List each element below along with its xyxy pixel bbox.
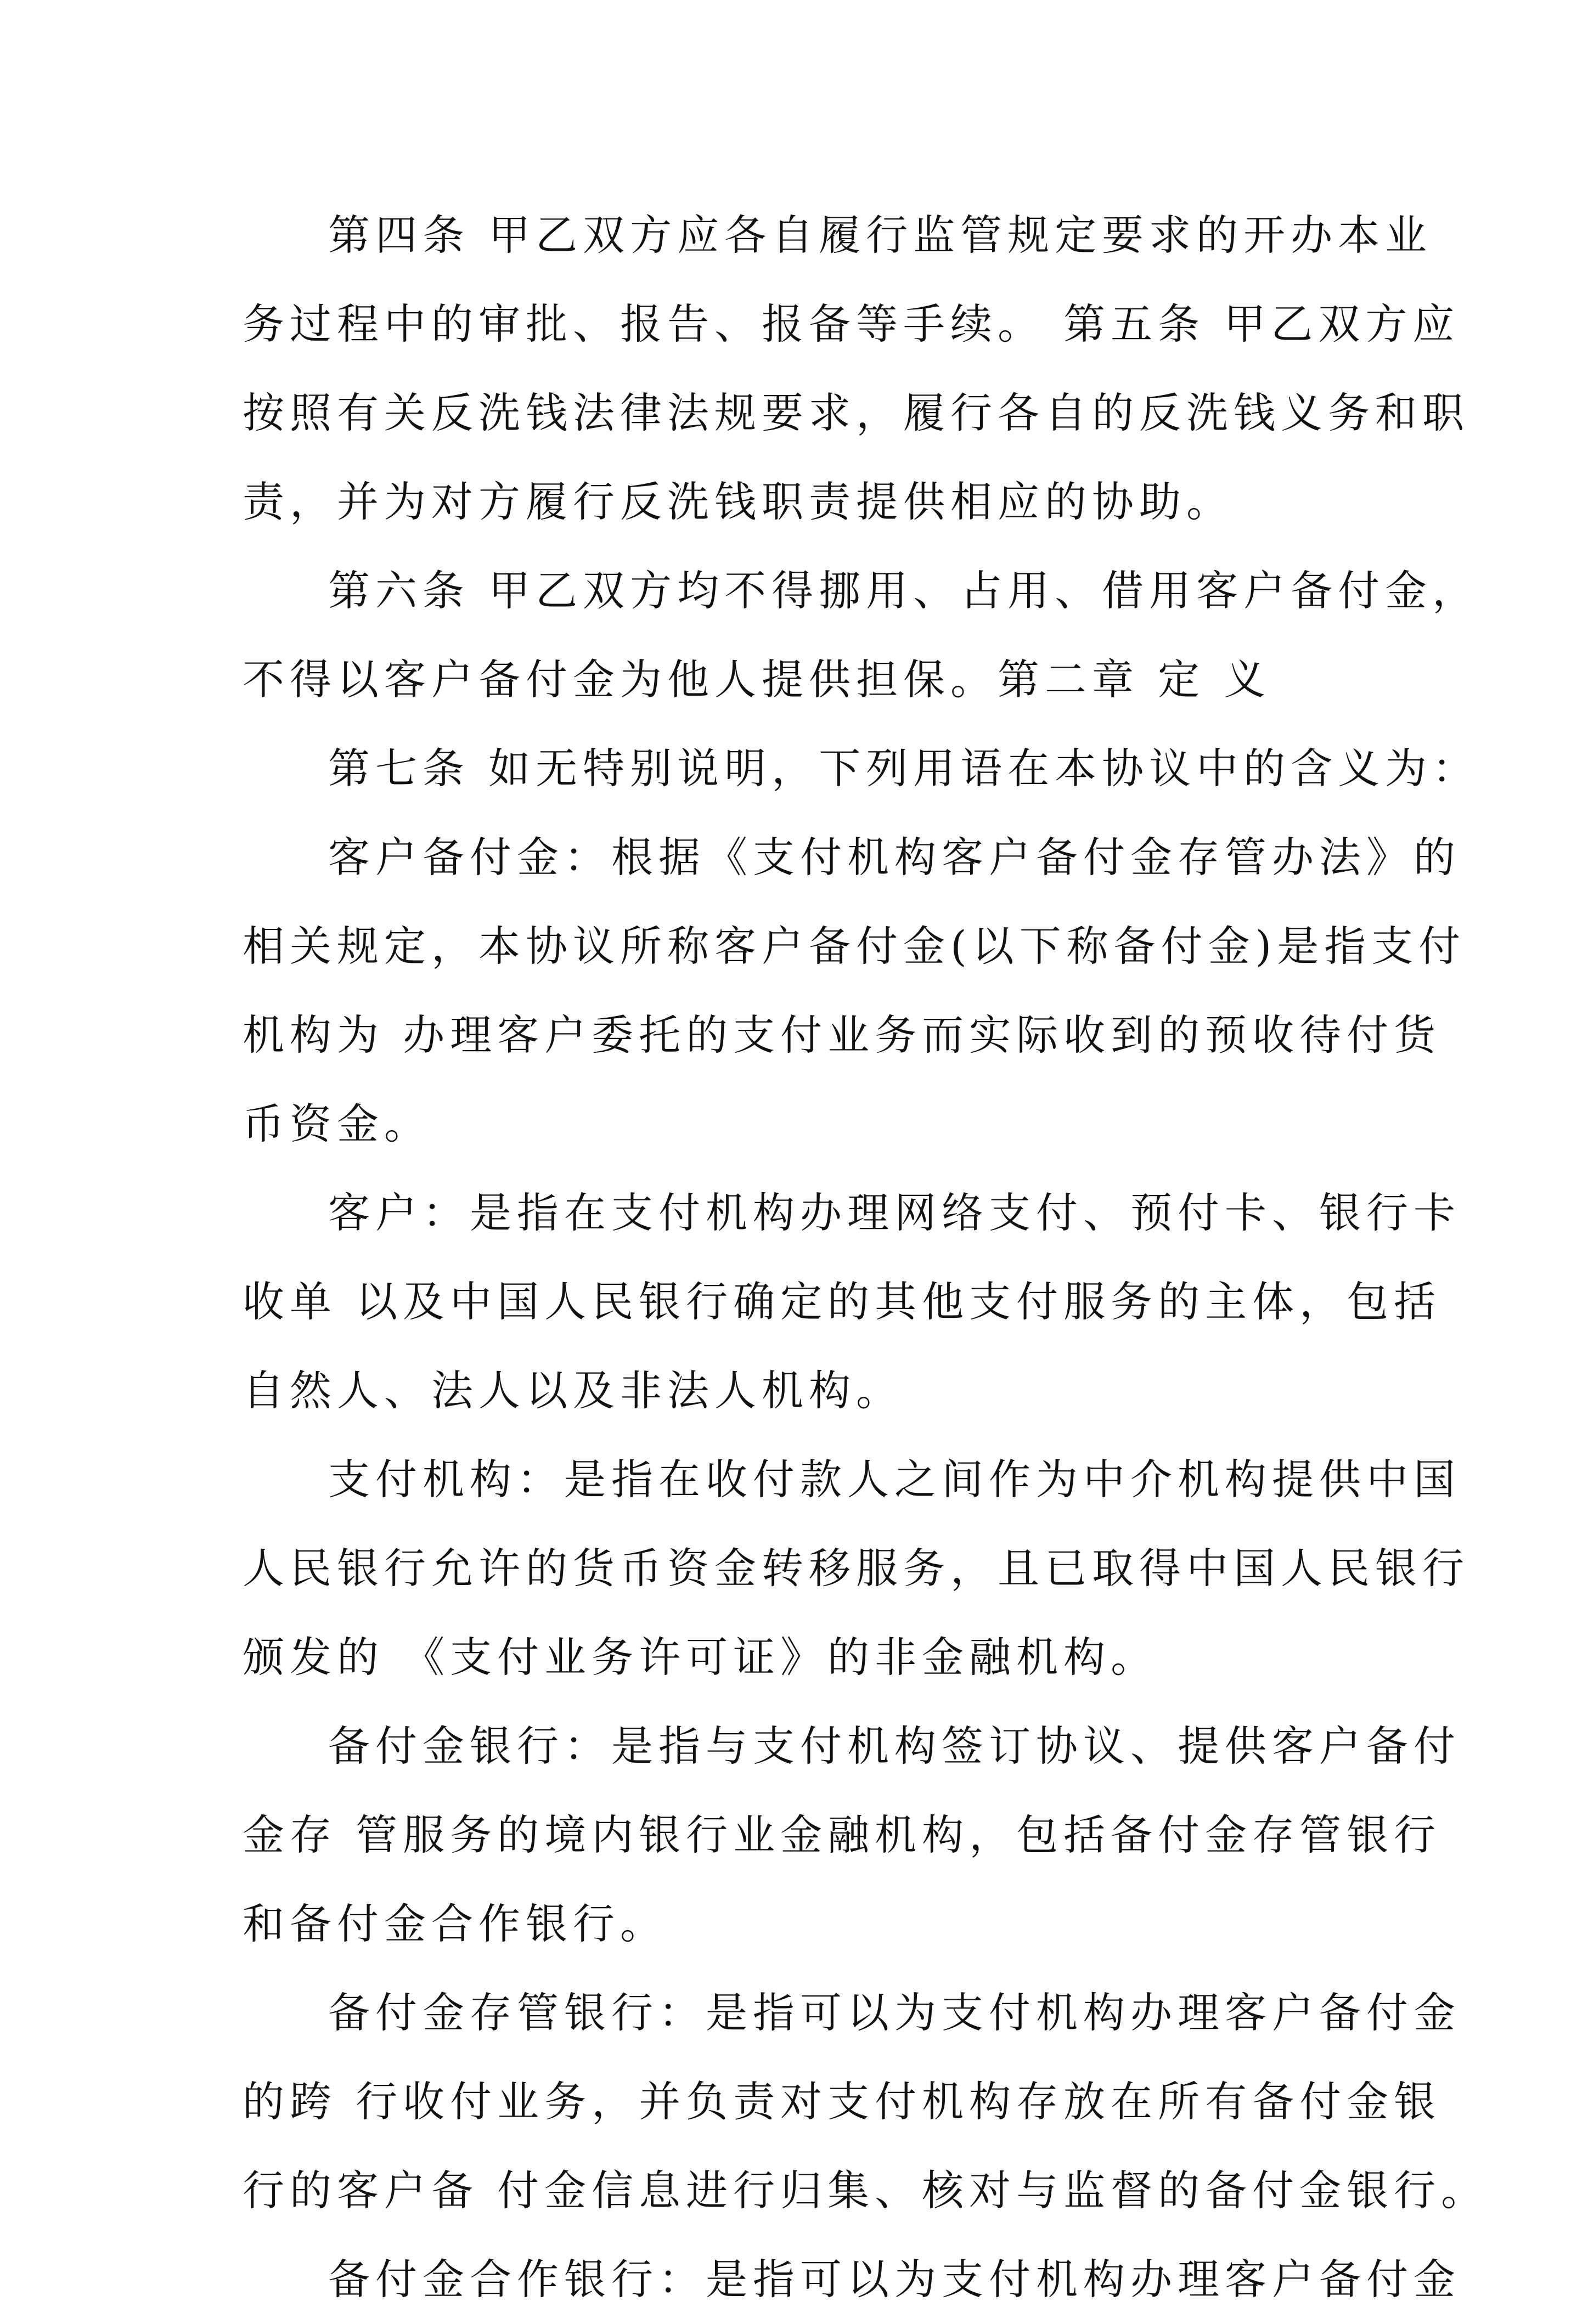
text-line: 第六条 甲乙双方均不得挪用、占用、借用客户备付金， [328, 566, 1480, 615]
text-line: 的跨 行收付业务，并负责对支付机构存放在所有备付金银 [243, 2077, 1441, 2126]
text-line: 颁发的 《支付业务许可证》的非金融机构。 [243, 1633, 1158, 1682]
text-line: 收单 以及中国人民银行确定的其他支付服务的主体，包括 [243, 1277, 1441, 1326]
text-line: 行的客户备 付金信息进行归集、核对与监督的备付金银行。 [243, 2166, 1489, 2215]
text-line: 务过程中的审批、报告、报备等手续。 第五条 甲乙双方应 [243, 300, 1460, 348]
text-line: 相关规定，本协议所称客户备付金(以下称备付金)是指支付 [243, 922, 1466, 971]
text-line: 和备付金合作银行。 [243, 1899, 667, 1948]
text-line: 金存 管服务的境内银行业金融机构，包括备付金存管银行 [243, 1810, 1441, 1859]
text-line: 按照有关反洗钱法律法规要求，履行各自的反洗钱义务和职 [243, 388, 1469, 437]
text-line: 自然人、法人以及非法人机构。 [243, 1366, 903, 1415]
text-line: 人民银行允许的货币资金转移服务，且已取得中国人民银行 [243, 1544, 1469, 1593]
text-line: 备付金银行：是指与支付机构签订协议、提供客户备付 [328, 1722, 1461, 1770]
text-line: 第七条 如无特别说明，下列用语在本协议中的含义为： [328, 744, 1480, 793]
text-line: 客户：是指在支付机构办理网络支付、预付卡、银行卡 [328, 1188, 1461, 1237]
text-line: 支付机构：是指在收付款人之间作为中介机构提供中国 [328, 1455, 1461, 1504]
document-body [243, 191, 1489, 2324]
text-line: 币资金。 [243, 1099, 431, 1148]
text-line: 客户备付金：根据《支付机构客户备付金存管办法》的 [328, 833, 1461, 882]
text-line: 备付金存管银行：是指可以为支付机构办理客户备付金 [328, 1988, 1461, 2037]
text-line: 机构为 办理客户委托的支付业务而实际收到的预收待付货 [243, 1011, 1441, 1059]
text-line: 不得以客户备付金为他人提供担保。第二章 定 义 [243, 655, 1271, 704]
text-line: 责，并为对方履行反洗钱职责提供相应的协助。 [243, 477, 1234, 526]
text-line: 第四条 甲乙双方应各自履行监管规定要求的开办本业 [328, 211, 1433, 260]
text-line: 备付金合作银行：是指可以为支付机构办理客户备付金 [328, 2255, 1461, 2304]
